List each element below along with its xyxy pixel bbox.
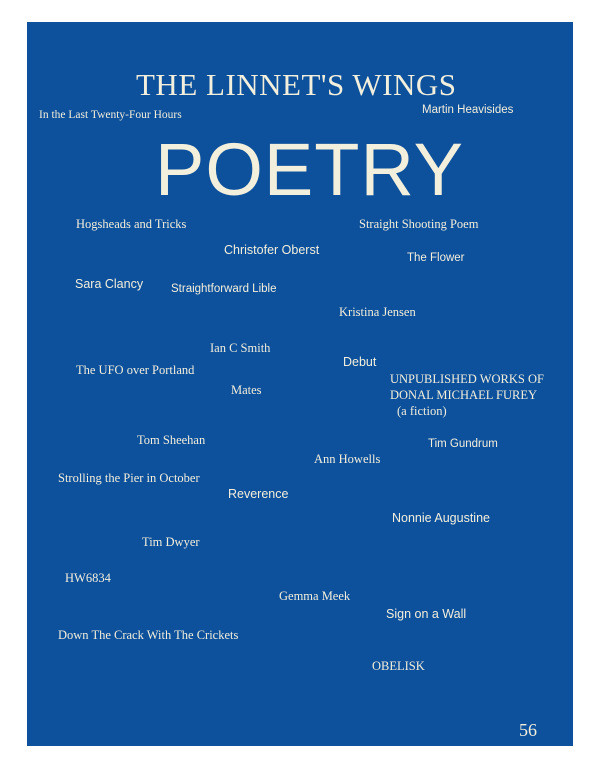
author-gemma-meek: Gemma Meek	[279, 589, 351, 603]
poem-title-mates: Mates	[231, 383, 262, 397]
poem-title-strolling-the-pier: Strolling the Pier in October	[58, 471, 200, 485]
poem-title-sign-on-a-wall: Sign on a Wall	[386, 607, 467, 621]
author-sara-clancy: Sara Clancy	[75, 277, 144, 291]
poem-title-hogsheads-and-tricks: Hogsheads and Tricks	[76, 217, 187, 231]
poem-title-down-the-crack: Down The Crack With The Crickets	[58, 628, 239, 642]
author-ann-howells: Ann Howells	[314, 452, 381, 466]
section-title-poetry: POETRY	[155, 128, 464, 211]
poem-title-hw6834: HW6834	[65, 571, 111, 585]
magazine-title: THE LINNET'S WINGS	[136, 67, 457, 102]
author-tim-gundrum: Tim Gundrum	[428, 438, 498, 450]
poem-title-debut: Debut	[343, 355, 377, 369]
author-nonnie-augustine: Nonnie Augustine	[392, 511, 490, 525]
unpublished-works-line-2: DONAL MICHAEL FUREY	[390, 388, 537, 402]
author-ian-c-smith: Ian C Smith	[210, 341, 271, 355]
poem-title-the-flower: The Flower	[407, 252, 465, 264]
poem-title-ufo-over-portland: The UFO over Portland	[76, 363, 195, 377]
poem-title-reverence: Reverence	[228, 487, 289, 501]
author-christofer-oberst: Christofer Oberst	[224, 243, 320, 257]
unpublished-works-line-1: UNPUBLISHED WORKS OF	[390, 372, 544, 386]
author-tim-dwyer: Tim Dwyer	[142, 535, 200, 549]
poem-title-in-the-last-24-hours: In the Last Twenty-Four Hours	[39, 109, 182, 121]
page-number: 56	[519, 720, 537, 740]
author-tom-sheehan: Tom Sheehan	[137, 433, 206, 447]
poem-title-obelisk: OBELISK	[372, 659, 425, 673]
unpublished-works-subtitle: (a fiction)	[397, 404, 447, 418]
poem-title-straightforward-lible: Straightforward Lible	[171, 283, 277, 295]
author-martin-heavisides: Martin Heavisides	[422, 104, 514, 116]
author-kristina-jensen: Kristina Jensen	[339, 305, 416, 319]
poem-title-straight-shooting-poem: Straight Shooting Poem	[359, 217, 479, 231]
